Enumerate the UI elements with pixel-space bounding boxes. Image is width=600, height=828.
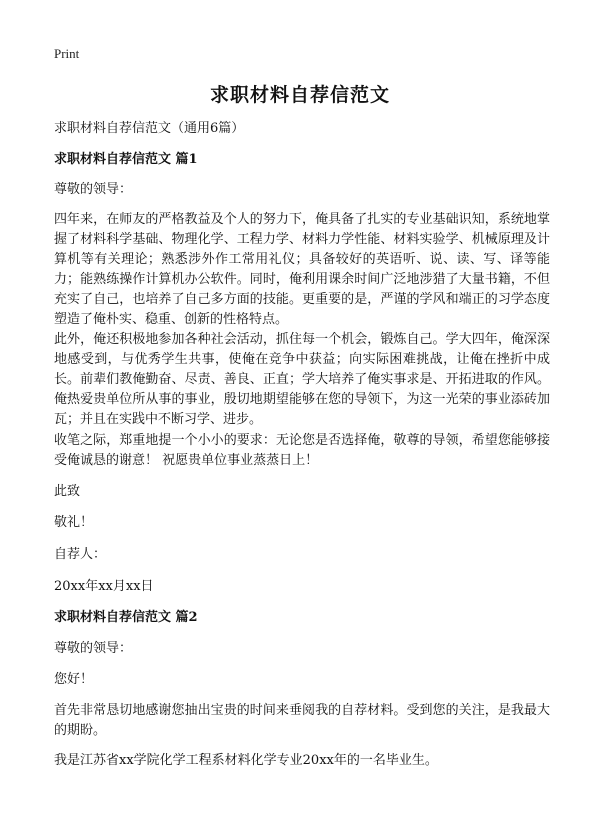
- section2-paragraph-1: 首先非常恳切地感谢您抽出宝贵的时间来垂阅我的自荐材料。受到您的关注，是我最大的期盼。: [54, 703, 550, 738]
- section1-paragraph-2: 此外，俺还积极地参加各种社会活动，抓住每一个机会，锻炼自己。学大四年，俺深深地感受到，与优秀学生共事，使俺在竞争中获益；向实际困难挑战，让俺在挫折中成长。前辈们教俺勤奋、尽责、善良、正直；学大培养了俺实事求是、开拓进取的作风。 俺热爱贵单位所从事的事业，殷切地期望能够在您的导领下，为这一光荣的事业添砖加瓦；并且在实践中不断习学、进步。: [54, 332, 550, 427]
- subtitle: 求职材料自荐信范文（通用6篇）: [54, 121, 245, 136]
- section1-heading: 求职材料自荐信范文 篇1: [54, 152, 198, 167]
- section1-greeting: 尊敬的领导：: [54, 182, 133, 197]
- print-label[interactable]: Print: [54, 46, 80, 61]
- section1-paragraph-1: 四年来，在师友的严格教益及个人的努力下，俺具备了扎实的专业基础识知，系统地掌握了材料科学基础、物理化学、工程力学、材料力学性能、材料实验学、机械原理及计算机等有关理论；熟悉涉外作工常用礼仪；具备较好的英语听、说、读、写、译等能力；能熟练操作计算机办公软件。同时，俺利用课余时间广泛地涉猎了大量书籍，不但充实了自己，也培养了自己多方面的技能。更重要的是，严谨的学风和端正的习学态度塑造了俺朴实、稳重、创新的性格特点。: [54, 212, 550, 327]
- section1-closing-2: 敬礼！: [54, 515, 94, 530]
- page-title: 求职材料自荐信范文: [209, 84, 390, 106]
- section1-closing-1: 此致: [54, 484, 81, 499]
- section2-greeting: 尊敬的领导：: [54, 641, 133, 656]
- section1-paragraph-3: 收笔之际，郑重地提一个小小的要求：无论您是否选择俺，敬尊的导领，希望您能够接受俺诚恳的谢意！ 祝愿贵单位事业蒸蒸日上！: [54, 433, 550, 468]
- section1-signer: 自荐人：: [54, 547, 107, 562]
- section2-heading: 求职材料自荐信范文 篇2: [54, 610, 198, 625]
- section1-date: 20xx年xx月xx日: [54, 579, 154, 594]
- section2-paragraph-2: 我是江苏省xx学院化学工程系材料化学专业20xx年的一名毕业生。: [54, 753, 438, 768]
- section2-hello: 您好！: [54, 672, 94, 687]
